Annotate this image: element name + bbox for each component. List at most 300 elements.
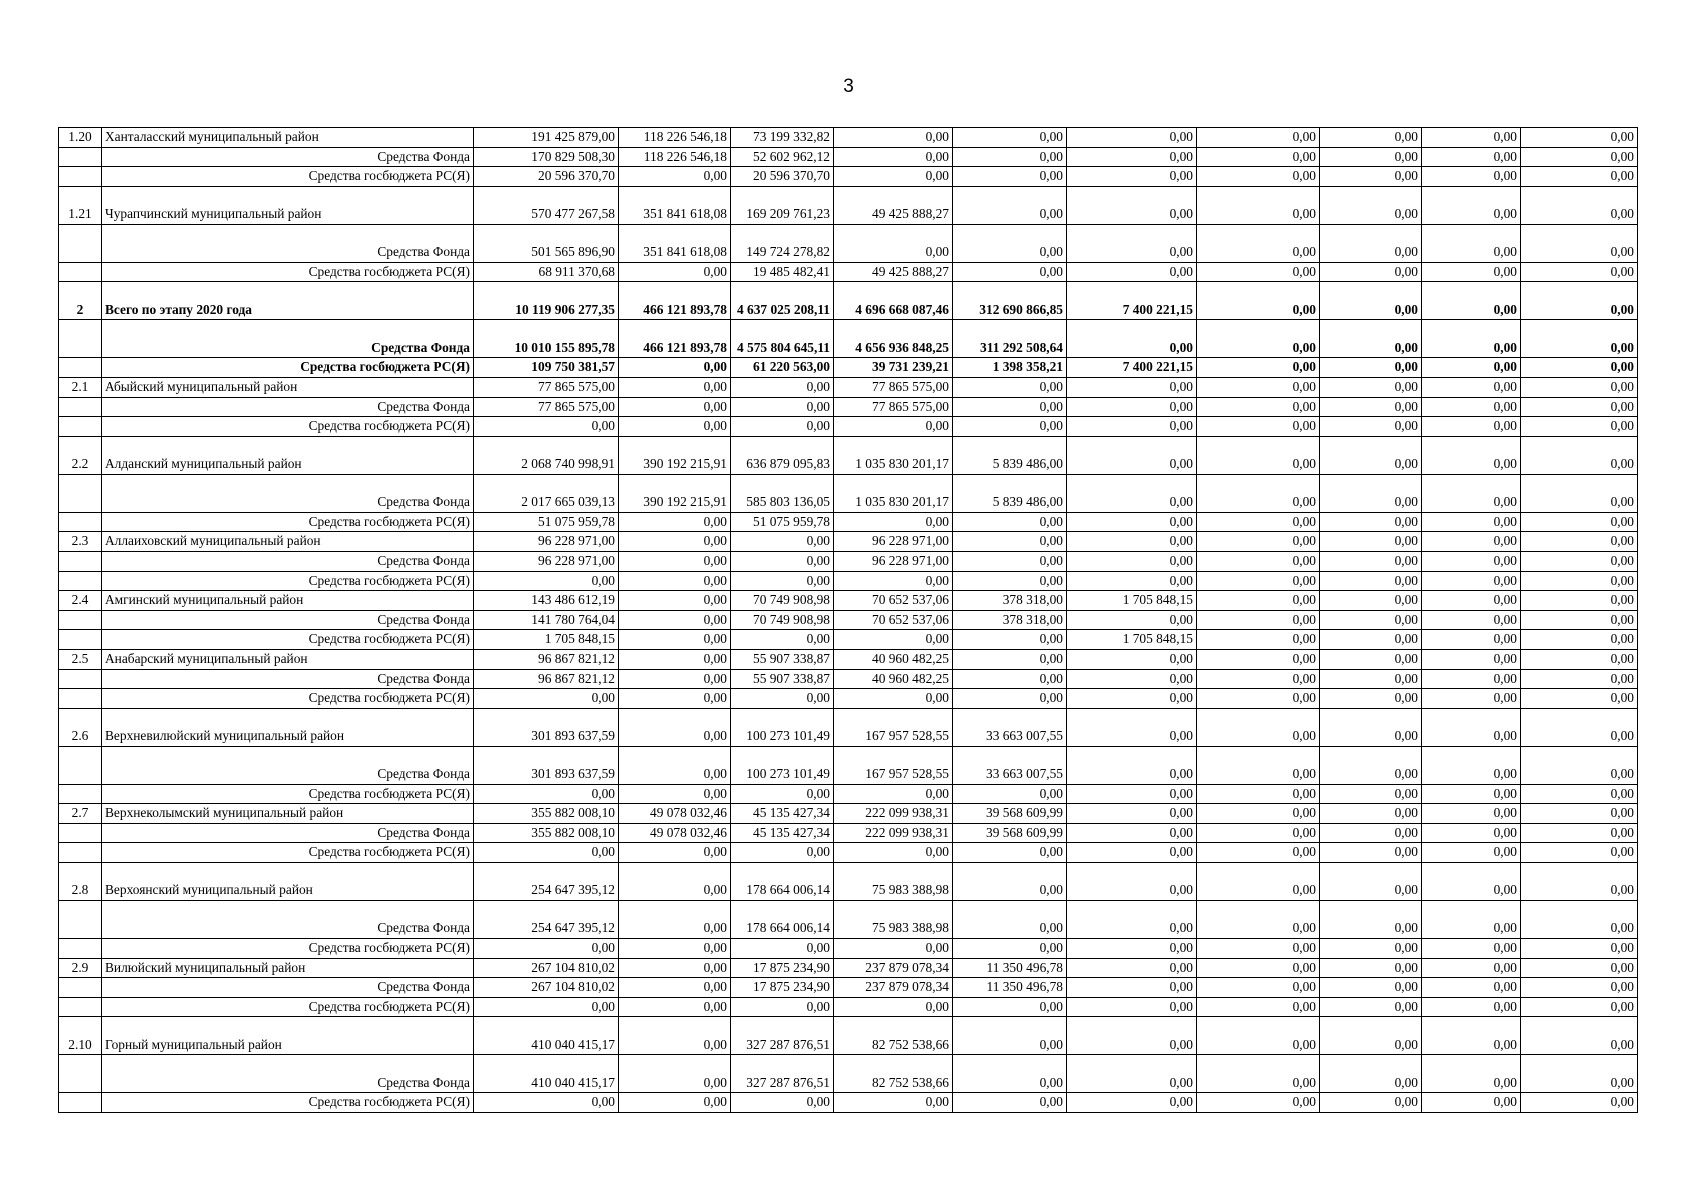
amount-cell: 169 209 761,23 — [731, 186, 834, 224]
amount-cell: 0,00 — [1422, 958, 1521, 978]
amount-cell: 466 121 893,78 — [619, 282, 731, 320]
amount-cell: 0,00 — [1197, 978, 1320, 998]
amount-cell: 0,00 — [834, 784, 953, 804]
amount-cell: 466 121 893,78 — [619, 320, 731, 358]
amount-cell: 0,00 — [1521, 863, 1638, 901]
amount-cell: 0,00 — [1422, 649, 1521, 669]
amount-cell: 0,00 — [1422, 397, 1521, 417]
amount-cell: 118 226 546,18 — [619, 128, 731, 148]
row-number: 1.20 — [59, 128, 102, 148]
amount-cell: 0,00 — [1422, 669, 1521, 689]
amount-cell: 0,00 — [1067, 128, 1197, 148]
amount-cell: 82 752 538,66 — [834, 1055, 953, 1093]
amount-cell: 141 780 764,04 — [474, 610, 619, 630]
amount-cell: 301 893 637,59 — [474, 708, 619, 746]
amount-cell: 0,00 — [1521, 262, 1638, 282]
district-name: Чурапчинский муниципальный район — [102, 186, 474, 224]
amount-cell: 0,00 — [474, 843, 619, 863]
amount-cell: 0,00 — [1067, 224, 1197, 262]
amount-cell: 0,00 — [1521, 823, 1638, 843]
amount-cell: 0,00 — [953, 784, 1067, 804]
amount-cell: 0,00 — [834, 167, 953, 187]
amount-cell: 0,00 — [1197, 1055, 1320, 1093]
amount-cell: 0,00 — [1521, 610, 1638, 630]
amount-cell: 11 350 496,78 — [953, 978, 1067, 998]
district-name: Верхнеколымский муниципальный район — [102, 804, 474, 824]
table-row-district — [59, 804, 1638, 824]
amount-cell: 312 690 866,85 — [953, 282, 1067, 320]
amount-cell: 237 879 078,34 — [834, 958, 953, 978]
row-number — [59, 167, 102, 187]
row-number: 2.2 — [59, 436, 102, 474]
amount-cell: 0,00 — [1320, 128, 1422, 148]
amount-cell: 0,00 — [1521, 843, 1638, 863]
district-name: Верхоянский муниципальный район — [102, 863, 474, 901]
funding-source: Средства Фонда — [102, 147, 474, 167]
amount-cell: 0,00 — [619, 167, 731, 187]
amount-cell: 118 226 546,18 — [619, 147, 731, 167]
amount-cell: 237 879 078,34 — [834, 978, 953, 998]
amount-cell: 327 287 876,51 — [731, 1017, 834, 1055]
amount-cell: 0,00 — [619, 784, 731, 804]
amount-cell: 4 696 668 087,46 — [834, 282, 953, 320]
amount-cell: 0,00 — [1197, 167, 1320, 187]
amount-cell: 0,00 — [1197, 784, 1320, 804]
amount-cell: 0,00 — [1521, 1093, 1638, 1113]
amount-cell: 0,00 — [953, 512, 1067, 532]
amount-cell: 0,00 — [1521, 958, 1638, 978]
funding-source: Средства госбюджета РС(Я) — [102, 512, 474, 532]
row-number — [59, 512, 102, 532]
amount-cell: 222 099 938,31 — [834, 823, 953, 843]
amount-cell: 0,00 — [619, 417, 731, 437]
district-name: Ханталасский муниципальный район — [102, 128, 474, 148]
amount-cell: 4 637 025 208,11 — [731, 282, 834, 320]
amount-cell: 100 273 101,49 — [731, 708, 834, 746]
amount-cell: 0,00 — [1067, 863, 1197, 901]
amount-cell: 0,00 — [1197, 436, 1320, 474]
amount-cell: 0,00 — [1320, 532, 1422, 552]
amount-cell: 0,00 — [731, 843, 834, 863]
amount-cell: 0,00 — [619, 571, 731, 591]
row-number: 2.7 — [59, 804, 102, 824]
amount-cell: 0,00 — [619, 532, 731, 552]
row-number — [59, 474, 102, 512]
amount-cell: 2 068 740 998,91 — [474, 436, 619, 474]
amount-cell: 0,00 — [1197, 282, 1320, 320]
amount-cell: 40 960 482,25 — [834, 649, 953, 669]
amount-cell: 143 486 612,19 — [474, 591, 619, 611]
amount-cell: 0,00 — [619, 939, 731, 959]
funding-source: Средства Фонда — [102, 901, 474, 939]
amount-cell: 0,00 — [1067, 474, 1197, 512]
district-name: Всего по этапу 2020 года — [102, 282, 474, 320]
table-row-fund — [59, 669, 1638, 689]
amount-cell: 0,00 — [1320, 630, 1422, 650]
amount-cell: 0,00 — [1067, 1055, 1197, 1093]
amount-cell: 0,00 — [1067, 689, 1197, 709]
amount-cell: 45 135 427,34 — [731, 823, 834, 843]
amount-cell: 0,00 — [1422, 939, 1521, 959]
amount-cell: 0,00 — [1521, 591, 1638, 611]
amount-cell: 0,00 — [1197, 863, 1320, 901]
funding-source: Средства Фонда — [102, 224, 474, 262]
amount-cell: 0,00 — [1320, 397, 1422, 417]
row-number — [59, 320, 102, 358]
amount-cell: 0,00 — [619, 630, 731, 650]
amount-cell: 0,00 — [1521, 804, 1638, 824]
funding-source: Средства госбюджета РС(Я) — [102, 939, 474, 959]
funding-source: Средства Фонда — [102, 551, 474, 571]
district-name: Амгинский муниципальный район — [102, 591, 474, 611]
amount-cell: 40 960 482,25 — [834, 669, 953, 689]
amount-cell: 0,00 — [619, 358, 731, 378]
amount-cell: 77 865 575,00 — [834, 377, 953, 397]
amount-cell: 0,00 — [1320, 784, 1422, 804]
amount-cell: 0,00 — [1521, 1017, 1638, 1055]
amount-cell: 570 477 267,58 — [474, 186, 619, 224]
amount-cell: 0,00 — [1197, 551, 1320, 571]
amount-cell: 0,00 — [1197, 901, 1320, 939]
amount-cell: 0,00 — [1422, 417, 1521, 437]
row-number — [59, 397, 102, 417]
amount-cell: 327 287 876,51 — [731, 1055, 834, 1093]
amount-cell: 301 893 637,59 — [474, 746, 619, 784]
table-row-budget — [59, 571, 1638, 591]
amount-cell: 390 192 215,91 — [619, 474, 731, 512]
amount-cell: 0,00 — [1067, 532, 1197, 552]
amount-cell: 0,00 — [1320, 147, 1422, 167]
amount-cell: 0,00 — [834, 128, 953, 148]
amount-cell: 0,00 — [1320, 186, 1422, 224]
amount-cell: 0,00 — [619, 610, 731, 630]
amount-cell: 0,00 — [1067, 978, 1197, 998]
amount-cell: 0,00 — [1320, 417, 1422, 437]
amount-cell: 0,00 — [1521, 436, 1638, 474]
amount-cell: 222 099 938,31 — [834, 804, 953, 824]
district-name: Анабарский муниципальный район — [102, 649, 474, 669]
amount-cell: 0,00 — [1197, 843, 1320, 863]
amount-cell: 378 318,00 — [953, 610, 1067, 630]
table-row-budget — [59, 512, 1638, 532]
row-number — [59, 843, 102, 863]
amount-cell: 4 575 804 645,11 — [731, 320, 834, 358]
amount-cell: 0,00 — [1067, 997, 1197, 1017]
amount-cell: 33 663 007,55 — [953, 746, 1067, 784]
amount-cell: 0,00 — [1067, 551, 1197, 571]
amount-cell: 0,00 — [953, 186, 1067, 224]
row-number: 2.8 — [59, 863, 102, 901]
amount-cell: 0,00 — [834, 843, 953, 863]
table-row-budget — [59, 630, 1638, 650]
amount-cell: 0,00 — [834, 417, 953, 437]
amount-cell: 0,00 — [1320, 224, 1422, 262]
amount-cell: 0,00 — [1067, 320, 1197, 358]
amount-cell: 0,00 — [953, 167, 1067, 187]
amount-cell: 0,00 — [1197, 823, 1320, 843]
amount-cell: 10 010 155 895,78 — [474, 320, 619, 358]
amount-cell: 0,00 — [1521, 532, 1638, 552]
amount-cell: 0,00 — [474, 417, 619, 437]
amount-cell: 0,00 — [1422, 358, 1521, 378]
amount-cell: 0,00 — [1422, 804, 1521, 824]
amount-cell: 0,00 — [1197, 746, 1320, 784]
amount-cell: 0,00 — [619, 1055, 731, 1093]
amount-cell: 0,00 — [1422, 708, 1521, 746]
row-number — [59, 1055, 102, 1093]
amount-cell: 0,00 — [834, 630, 953, 650]
amount-cell: 68 911 370,68 — [474, 262, 619, 282]
amount-cell: 0,00 — [1320, 320, 1422, 358]
district-name: Абыйский муниципальный район — [102, 377, 474, 397]
amount-cell: 7 400 221,15 — [1067, 282, 1197, 320]
amount-cell: 0,00 — [953, 863, 1067, 901]
amount-cell: 0,00 — [619, 1093, 731, 1113]
table-row-fund — [59, 224, 1638, 262]
row-number — [59, 417, 102, 437]
amount-cell: 20 596 370,70 — [474, 167, 619, 187]
row-number — [59, 784, 102, 804]
amount-cell: 0,00 — [834, 689, 953, 709]
amount-cell: 501 565 896,90 — [474, 224, 619, 262]
amount-cell: 0,00 — [619, 958, 731, 978]
amount-cell: 0,00 — [619, 997, 731, 1017]
amount-cell: 0,00 — [1197, 128, 1320, 148]
amount-cell: 0,00 — [731, 397, 834, 417]
amount-cell: 96 228 971,00 — [834, 532, 953, 552]
amount-cell: 0,00 — [1067, 958, 1197, 978]
amount-cell: 0,00 — [1521, 689, 1638, 709]
amount-cell: 1 705 848,15 — [474, 630, 619, 650]
amount-cell: 0,00 — [1320, 901, 1422, 939]
amount-cell: 267 104 810,02 — [474, 958, 619, 978]
amount-cell: 0,00 — [1521, 997, 1638, 1017]
amount-cell: 49 425 888,27 — [834, 186, 953, 224]
amount-cell: 0,00 — [619, 591, 731, 611]
amount-cell: 0,00 — [1197, 571, 1320, 591]
table-row-fund — [59, 978, 1638, 998]
amount-cell: 0,00 — [1521, 358, 1638, 378]
amount-cell: 0,00 — [1197, 186, 1320, 224]
funding-source: Средства госбюджета РС(Я) — [102, 167, 474, 187]
amount-cell: 0,00 — [1521, 630, 1638, 650]
amount-cell: 0,00 — [1422, 863, 1521, 901]
amount-cell: 49 425 888,27 — [834, 262, 953, 282]
amount-cell: 75 983 388,98 — [834, 863, 953, 901]
amount-cell: 70 652 537,06 — [834, 591, 953, 611]
amount-cell: 0,00 — [1422, 532, 1521, 552]
amount-cell: 7 400 221,15 — [1067, 358, 1197, 378]
amount-cell: 351 841 618,08 — [619, 186, 731, 224]
row-number: 2.10 — [59, 1017, 102, 1055]
amount-cell: 70 749 908,98 — [731, 610, 834, 630]
amount-cell: 0,00 — [474, 997, 619, 1017]
amount-cell: 0,00 — [834, 997, 953, 1017]
amount-cell: 0,00 — [1197, 417, 1320, 437]
amount-cell: 96 867 821,12 — [474, 649, 619, 669]
amount-cell: 0,00 — [1067, 377, 1197, 397]
amount-cell: 0,00 — [1067, 262, 1197, 282]
amount-cell: 1 705 848,15 — [1067, 630, 1197, 650]
amount-cell: 0,00 — [619, 843, 731, 863]
funding-table — [58, 127, 1638, 1113]
amount-cell: 0,00 — [834, 939, 953, 959]
amount-cell: 0,00 — [1422, 997, 1521, 1017]
funding-source: Средства Фонда — [102, 474, 474, 512]
amount-cell: 0,00 — [1320, 377, 1422, 397]
amount-cell: 0,00 — [1521, 377, 1638, 397]
row-number — [59, 978, 102, 998]
amount-cell: 0,00 — [953, 1093, 1067, 1113]
amount-cell: 0,00 — [1521, 474, 1638, 512]
table-row-district — [59, 863, 1638, 901]
amount-cell: 0,00 — [1422, 512, 1521, 532]
row-number — [59, 571, 102, 591]
table-row-budget — [59, 167, 1638, 187]
amount-cell: 0,00 — [834, 147, 953, 167]
table-row-fund — [59, 746, 1638, 784]
amount-cell: 0,00 — [619, 708, 731, 746]
amount-cell: 0,00 — [1320, 571, 1422, 591]
table-row-district — [59, 532, 1638, 552]
amount-cell: 0,00 — [1422, 262, 1521, 282]
amount-cell: 167 957 528,55 — [834, 746, 953, 784]
amount-cell: 0,00 — [1422, 377, 1521, 397]
amount-cell: 96 228 971,00 — [474, 551, 619, 571]
amount-cell: 0,00 — [1422, 282, 1521, 320]
funding-source: Средства Фонда — [102, 397, 474, 417]
amount-cell: 0,00 — [731, 689, 834, 709]
amount-cell: 0,00 — [1320, 843, 1422, 863]
amount-cell: 0,00 — [953, 571, 1067, 591]
amount-cell: 33 663 007,55 — [953, 708, 1067, 746]
amount-cell: 0,00 — [1320, 512, 1422, 532]
amount-cell: 0,00 — [1067, 417, 1197, 437]
table-row-fund — [59, 474, 1638, 512]
amount-cell: 0,00 — [1197, 669, 1320, 689]
amount-cell: 0,00 — [731, 630, 834, 650]
amount-cell: 52 602 962,12 — [731, 147, 834, 167]
amount-cell: 0,00 — [619, 551, 731, 571]
amount-cell: 0,00 — [1521, 397, 1638, 417]
table-row-district — [59, 436, 1638, 474]
amount-cell: 0,00 — [619, 397, 731, 417]
row-number — [59, 823, 102, 843]
amount-cell: 39 568 609,99 — [953, 804, 1067, 824]
table-row-fund — [59, 901, 1638, 939]
amount-cell: 73 199 332,82 — [731, 128, 834, 148]
funding-source: Средства госбюджета РС(Я) — [102, 784, 474, 804]
amount-cell: 75 983 388,98 — [834, 901, 953, 939]
amount-cell: 0,00 — [834, 224, 953, 262]
table-row-budget — [59, 358, 1638, 378]
funding-source: Средства госбюджета РС(Я) — [102, 262, 474, 282]
amount-cell: 0,00 — [1197, 224, 1320, 262]
amount-cell: 355 882 008,10 — [474, 804, 619, 824]
funding-source: Средства Фонда — [102, 320, 474, 358]
row-number — [59, 551, 102, 571]
amount-cell: 0,00 — [1320, 823, 1422, 843]
amount-cell: 0,00 — [731, 1093, 834, 1113]
amount-cell: 49 078 032,46 — [619, 804, 731, 824]
amount-cell: 0,00 — [619, 262, 731, 282]
row-number: 2.4 — [59, 591, 102, 611]
amount-cell: 0,00 — [834, 1093, 953, 1113]
amount-cell: 0,00 — [1320, 1093, 1422, 1113]
district-name: Вилюйский муниципальный район — [102, 958, 474, 978]
amount-cell: 0,00 — [1320, 708, 1422, 746]
amount-cell: 0,00 — [474, 571, 619, 591]
amount-cell: 0,00 — [953, 262, 1067, 282]
amount-cell: 0,00 — [1521, 167, 1638, 187]
amount-cell: 0,00 — [1197, 630, 1320, 650]
amount-cell: 0,00 — [1422, 784, 1521, 804]
table-row-fund — [59, 1055, 1638, 1093]
amount-cell: 0,00 — [1067, 186, 1197, 224]
table-row-fund — [59, 610, 1638, 630]
amount-cell: 0,00 — [953, 843, 1067, 863]
amount-cell: 0,00 — [1422, 1093, 1521, 1113]
amount-cell: 0,00 — [953, 147, 1067, 167]
amount-cell: 45 135 427,34 — [731, 804, 834, 824]
amount-cell: 0,00 — [731, 532, 834, 552]
amount-cell: 77 865 575,00 — [474, 397, 619, 417]
table-row-fund — [59, 397, 1638, 417]
amount-cell: 0,00 — [1422, 320, 1521, 358]
amount-cell: 10 119 906 277,35 — [474, 282, 619, 320]
amount-cell: 0,00 — [1197, 1017, 1320, 1055]
amount-cell: 0,00 — [731, 377, 834, 397]
amount-cell: 100 273 101,49 — [731, 746, 834, 784]
amount-cell: 17 875 234,90 — [731, 978, 834, 998]
amount-cell: 0,00 — [1422, 186, 1521, 224]
amount-cell: 0,00 — [1422, 746, 1521, 784]
amount-cell: 0,00 — [1320, 358, 1422, 378]
district-name: Алданский муниципальный район — [102, 436, 474, 474]
amount-cell: 0,00 — [619, 863, 731, 901]
amount-cell: 355 882 008,10 — [474, 823, 619, 843]
amount-cell: 82 752 538,66 — [834, 1017, 953, 1055]
amount-cell: 0,00 — [1422, 978, 1521, 998]
table-row-district — [59, 282, 1638, 320]
funding-source: Средства госбюджета РС(Я) — [102, 997, 474, 1017]
amount-cell: 0,00 — [1197, 147, 1320, 167]
amount-cell: 0,00 — [1521, 1055, 1638, 1093]
amount-cell: 0,00 — [731, 939, 834, 959]
amount-cell: 149 724 278,82 — [731, 224, 834, 262]
amount-cell: 0,00 — [1422, 689, 1521, 709]
amount-cell: 0,00 — [1197, 397, 1320, 417]
amount-cell: 0,00 — [1521, 551, 1638, 571]
row-number — [59, 689, 102, 709]
table-row-fund — [59, 320, 1638, 358]
table-row-budget — [59, 262, 1638, 282]
amount-cell: 0,00 — [1521, 147, 1638, 167]
amount-cell: 0,00 — [1521, 571, 1638, 591]
amount-cell: 0,00 — [834, 512, 953, 532]
amount-cell: 0,00 — [1320, 997, 1422, 1017]
amount-cell: 0,00 — [1197, 708, 1320, 746]
row-number — [59, 1093, 102, 1113]
amount-cell: 0,00 — [1320, 591, 1422, 611]
amount-cell: 17 875 234,90 — [731, 958, 834, 978]
amount-cell: 0,00 — [1521, 669, 1638, 689]
funding-source: Средства госбюджета РС(Я) — [102, 571, 474, 591]
amount-cell: 0,00 — [953, 630, 1067, 650]
row-number: 2.3 — [59, 532, 102, 552]
amount-cell: 0,00 — [1422, 167, 1521, 187]
table-row-fund — [59, 551, 1638, 571]
